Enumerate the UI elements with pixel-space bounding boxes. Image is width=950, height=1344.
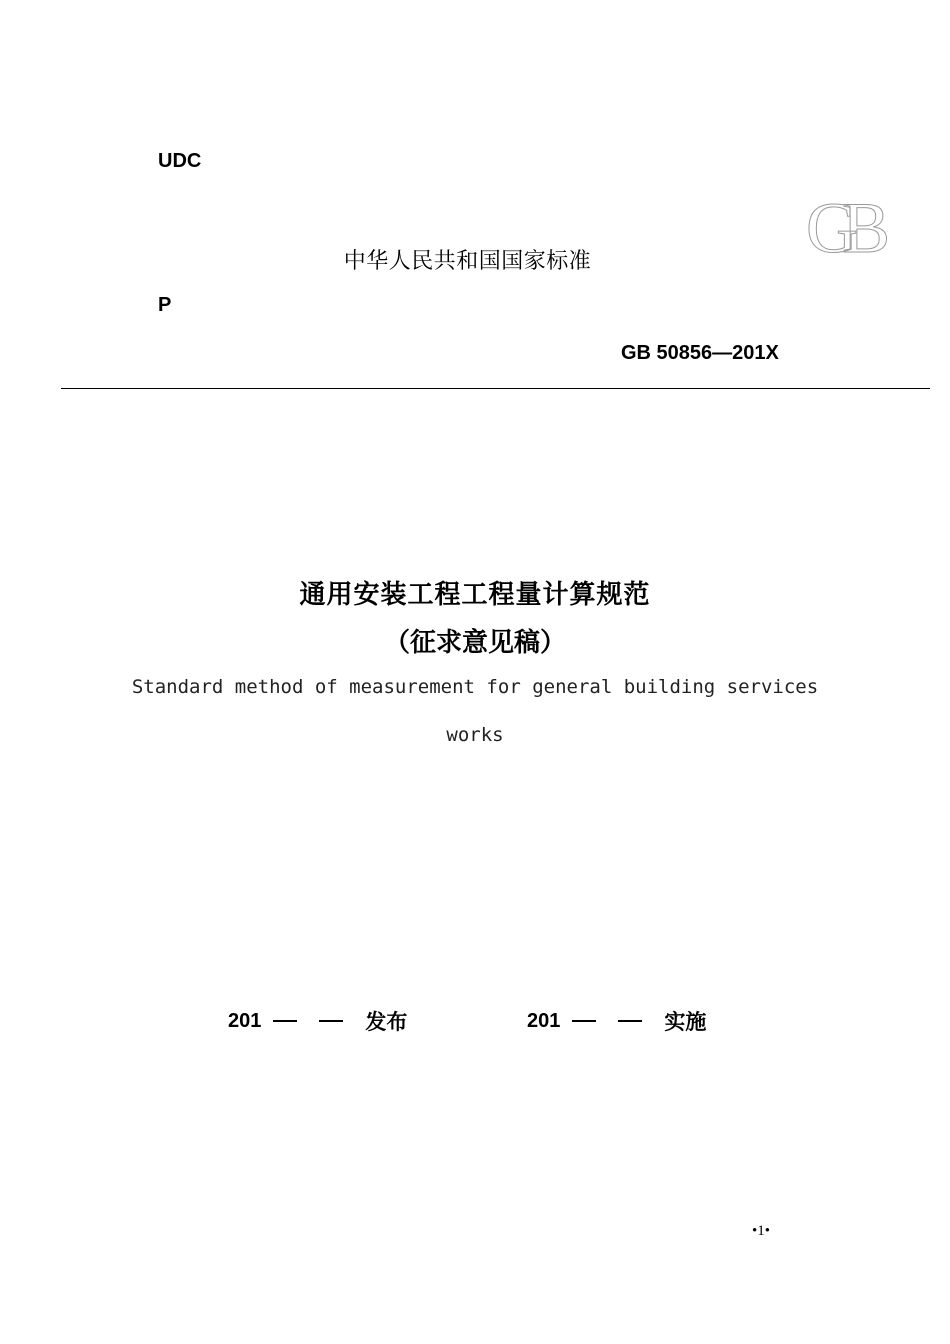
issue-day-dash: [319, 1020, 343, 1022]
implement-month-dash: [572, 1020, 596, 1022]
udc-label: UDC: [158, 150, 202, 172]
english-title-line-2: works: [446, 724, 504, 746]
national-standard-heading: 中华人民共和国国家标准: [343, 249, 592, 274]
draft-note: （征求意见稿）: [383, 628, 566, 658]
header-divider: [61, 388, 930, 389]
issue-label: 发布: [365, 1010, 408, 1034]
p-label: P: [158, 294, 172, 316]
implementation-date: [527, 1006, 706, 1036]
page-number: •1•: [752, 1223, 771, 1239]
implement-label: 实施: [664, 1010, 707, 1034]
implement-year: 201: [527, 1009, 561, 1032]
english-title-line-1: Standard method of measurement for general building services: [131, 676, 819, 698]
standard-number: GB 50856—201X: [621, 342, 779, 364]
issue-date: [228, 1006, 407, 1036]
implement-day-dash: [618, 1020, 642, 1022]
gb-logo: GB: [806, 188, 875, 268]
issue-month-dash: [273, 1020, 297, 1022]
document-title: 通用安装工程工程量计算规范: [299, 580, 651, 610]
issue-year: 201: [228, 1009, 262, 1032]
